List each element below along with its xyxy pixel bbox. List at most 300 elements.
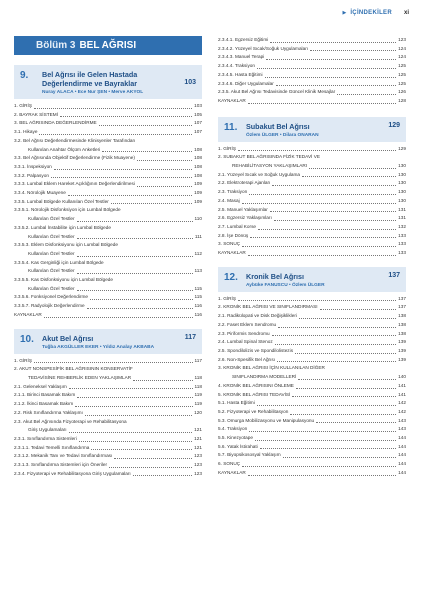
toc-entry-page: 125: [398, 80, 406, 86]
chapter-title: Akut Bel Ağrısı: [42, 333, 94, 343]
dot-leader: [90, 299, 193, 300]
toc-entry-title: 1. GİRİŞ: [14, 357, 32, 363]
toc-entry[interactable]: [14, 374, 202, 383]
toc-entry-title: 3.3. Bel Ağrısında Objektif Değerlendirme (Fizik Muayene): [14, 155, 135, 161]
toc-entry[interactable]: [14, 180, 202, 189]
toc-entry-title: 2.6. Egzersiz Yaklaşımları: [218, 215, 272, 221]
toc-entry[interactable]: [14, 128, 202, 137]
dot-leader: [238, 300, 396, 301]
dot-leader: [248, 255, 396, 256]
dot-leader: [270, 211, 396, 212]
dot-leader: [238, 150, 396, 151]
toc-entry[interactable]: [218, 45, 406, 54]
toc-entry[interactable]: [218, 249, 406, 258]
toc-entry-title: 3.3.5.1. Nörolojik Disfonksiyon için Lumbal Bölgede: [14, 207, 121, 213]
toc-entry[interactable]: [14, 470, 202, 479]
dot-leader: [69, 388, 193, 389]
toc-entry[interactable]: [14, 444, 202, 453]
dot-leader: [102, 151, 192, 152]
toc-entry-title: 2. BAYRAK SİSTEMİ: [14, 111, 58, 117]
page-header: [342, 10, 409, 16]
dot-leader: [77, 238, 193, 239]
toc-entry[interactable]: [218, 356, 406, 365]
toc-entry-page: 143: [398, 426, 406, 432]
toc-entry-page: 129: [398, 145, 406, 151]
toc-entry[interactable]: [218, 321, 406, 330]
chapter-block: [14, 65, 202, 320]
dot-leader: [85, 415, 192, 416]
toc-entry-title: 3.3.2. Palpasyon: [14, 172, 49, 178]
dot-leader: [272, 335, 397, 336]
chapter-block: [14, 329, 202, 479]
toc-entry-page: 141: [398, 382, 406, 388]
toc-entry[interactable]: [14, 163, 202, 172]
right-column: [218, 36, 406, 478]
dot-leader: [137, 160, 192, 161]
toc-entry[interactable]: [218, 171, 406, 180]
chapter-title: Kronik Bel Ağrısı: [246, 271, 305, 281]
toc-entry-title: 2.3. Akut Bel Ağrısında Fizyoterapi ve Rehabilitasyona: [14, 418, 127, 424]
toc-entry[interactable]: [14, 383, 202, 392]
toc-entry-title: 2.3.4.3. Manuel Terapi: [218, 54, 265, 60]
toc-entry-page: 103: [194, 103, 202, 108]
toc-entry-title: REHABİLİTASYON YAKLAŞIMLARI: [232, 163, 308, 169]
toc-entry[interactable]: [218, 206, 406, 215]
toc-entry-page: 116: [194, 311, 202, 317]
toc-entry[interactable]: [14, 206, 202, 215]
toc-entry[interactable]: [218, 240, 406, 249]
chapter-entries: [218, 295, 406, 478]
dot-leader: [54, 169, 192, 170]
chapter-page: 103: [184, 79, 196, 86]
dot-leader: [248, 103, 396, 104]
toc-entry[interactable]: [218, 417, 406, 426]
toc-entry[interactable]: [218, 145, 406, 154]
toc-entry-title: 3. BEL AĞRISINDA DEĞERLENDİRME: [14, 120, 97, 126]
toc-entry-title: SINIFLANDIRMA MODELLERİ: [232, 374, 297, 380]
toc-entry[interactable]: [14, 111, 202, 120]
toc-entry-page: 143: [398, 417, 406, 423]
toc-entry-title: 2.1. Geleneksel Yaklaşım: [14, 383, 67, 389]
section-banner: [14, 36, 202, 55]
toc-entry-title: Kullanılan Özel Testler: [28, 285, 75, 291]
toc-entry[interactable]: [218, 188, 406, 197]
dot-leader: [77, 256, 193, 257]
toc-entry[interactable]: [14, 137, 202, 146]
toc-entry-page: 107: [194, 120, 202, 126]
toc-entry-title: 2.5. Manuel Yaklaşımlar: [218, 206, 268, 212]
toc-entry-title: 6. SONUÇ: [218, 461, 241, 467]
dot-leader: [91, 449, 192, 450]
toc-entry-title: 5.3. Omurga Mobilizasyonu ve Manipulasyonu: [218, 417, 315, 423]
triangle-right-icon: ▶: [342, 10, 347, 16]
toc-entry[interactable]: [14, 250, 202, 259]
toc-entry[interactable]: [14, 418, 202, 427]
dot-leader: [302, 176, 396, 177]
toc-entry-title: 3.3.5.5. Kas Disfonksiyonu için Lumbal Bölgede: [14, 277, 114, 283]
toc-entry-page: 139: [398, 356, 406, 362]
dot-leader: [109, 467, 192, 468]
dot-leader: [258, 229, 396, 230]
dot-leader: [277, 361, 396, 362]
dot-leader: [87, 308, 193, 309]
toc-entry[interactable]: [14, 154, 202, 163]
chapter-page: 129: [388, 121, 400, 129]
toc-entry-page: 137: [398, 304, 406, 310]
toc-entry[interactable]: [218, 214, 406, 223]
toc-entry-title: KAYNAKLAR: [14, 311, 42, 317]
toc-entry[interactable]: [218, 312, 406, 321]
toc-entry-title: 2.2. Faset Eklem Sendromu: [218, 321, 277, 327]
dot-leader: [295, 353, 396, 354]
dot-leader: [111, 203, 192, 204]
dot-leader: [44, 317, 193, 318]
dot-leader: [75, 406, 192, 407]
toc-entry-page: 108: [194, 146, 202, 152]
toc-entry-page: 138: [398, 330, 406, 336]
toc-entry[interactable]: [218, 338, 406, 347]
toc-entry[interactable]: [14, 172, 202, 181]
toc-entry-title: 3.3.5.4. Kas Gerginliği için Lumbal Bölgede: [14, 259, 104, 265]
toc-entry-title: 3. SONUÇ: [218, 241, 241, 247]
toc-entry-title: 3.3.5.2. Lumbal İnstabilite için Lumbal Bölgede: [14, 224, 111, 230]
toc-entry-page: 142: [398, 400, 406, 406]
dot-leader: [77, 397, 192, 398]
toc-entry-page: 112: [194, 250, 202, 256]
toc-entry-page: 131: [398, 206, 406, 212]
dot-leader: [309, 168, 396, 169]
toc-entry[interactable]: [218, 223, 406, 232]
dot-leader: [270, 42, 396, 43]
toc-entry[interactable]: [218, 303, 406, 312]
toc-entry-title: 2.4. Lumbal Spinal Stenoz: [218, 339, 273, 345]
toc-entry[interactable]: [218, 197, 406, 206]
toc-entry-title: 2.3.1.3. Sınıflandırma Sistemleri için Öneriler: [14, 462, 108, 468]
toc-entry-title: 5. KRONİK BEL AĞRISI TEDAVİSİ: [218, 391, 291, 397]
dot-leader: [274, 220, 396, 221]
toc-entry-page: 144: [398, 452, 406, 458]
toc-entry-page: 123: [194, 453, 202, 459]
toc-entry-page: 124: [398, 45, 406, 51]
toc-entry-title: 2.3.1.1. Tedavi Temelli Sınıflandırma: [14, 444, 90, 450]
toc-entry[interactable]: [14, 267, 202, 276]
left-column: [14, 36, 202, 478]
toc-entry-title: 3.3.5. Lumbal Bölgede Kullanılan Özel Testler: [14, 198, 109, 204]
toc-entry-title: 2.1.2. İkinci Basamak Bakım: [14, 401, 74, 407]
toc-entry-page: 130: [398, 163, 406, 169]
toc-entry-title: 3.1. Hikaye: [14, 129, 38, 135]
toc-entry[interactable]: [14, 198, 202, 207]
dot-leader: [310, 50, 396, 51]
toc-entry[interactable]: [218, 232, 406, 241]
toc-entry[interactable]: [14, 409, 202, 418]
toc-entry-page: 117: [194, 357, 202, 363]
toc-entry-page: 118: [194, 374, 202, 380]
toc-entry-page: 115: [194, 294, 202, 300]
toc-entry-title: 3.3.4. Nörolojik Muayene: [14, 190, 66, 196]
toc-entry[interactable]: [218, 97, 406, 106]
toc-entry-page: 139: [398, 347, 406, 353]
toc-entry-title: 5.6. Yatak İstirahati: [218, 443, 258, 449]
toc-entry-title: 4. KRONİK BEL AĞRISINI ÖNLEME: [218, 382, 294, 388]
toc-entry-page: 133: [398, 250, 406, 256]
toc-entry-title: 5.2. Fizyoterapi ve Rehabilitasyon: [218, 408, 289, 414]
toc-entry-title: 2.3.4.4. Traksiyon: [218, 63, 255, 69]
toc-entry-title: 3.3.5.3. Eklem Disfonksiyonu için Lumbal Bölgede: [14, 242, 118, 248]
toc-entry-title: 2.3.5. Akut Bel Ağrısı Tedavisinde Güncel Klinik Mesajlar: [218, 89, 336, 95]
toc-entry-title: 5.1. Hasta Eğitimi: [218, 400, 255, 406]
dot-leader: [77, 273, 193, 274]
toc-entry-page: 123: [194, 470, 202, 476]
toc-entry-title: 5.5. Kinezyotape: [218, 435, 253, 441]
toc-entry-page: 130: [398, 197, 406, 203]
toc-entry[interactable]: [14, 189, 202, 198]
right-chapter-list: [218, 117, 406, 478]
toc-entry[interactable]: [14, 215, 202, 224]
toc-entry-page: 121: [194, 444, 202, 450]
toc-entry[interactable]: [14, 224, 202, 233]
dot-leader: [276, 85, 396, 86]
chapter-entries: [14, 357, 202, 479]
toc-entry-title: 3.3.5.6. Fonksiyonel Değerlendirme: [14, 294, 88, 300]
toc-entry[interactable]: [14, 391, 202, 400]
chapter-entries: [218, 145, 406, 258]
toc-entry[interactable]: [14, 146, 202, 155]
chapter-heading[interactable]: [218, 117, 406, 142]
toc-entry[interactable]: [218, 382, 406, 391]
toc-entry-title: Kullanılan Anahtar Ölçüm Anketleri: [28, 146, 101, 152]
chapter-block: [218, 267, 406, 478]
chapter-authors: Özlem ÜLGER • Dilara ONARAN: [246, 132, 319, 138]
toc-entry[interactable]: [14, 461, 202, 470]
dot-leader: [77, 290, 193, 291]
toc-entry-title: 2.2. Elektroterapi Ajanları: [218, 180, 271, 186]
chapter-number: 12.: [224, 271, 238, 283]
toc-entry[interactable]: [14, 102, 202, 111]
dot-leader: [242, 466, 396, 467]
chapter-page: 117: [184, 333, 196, 341]
toc-entry-title: Kullanılan Özel Testler: [28, 216, 75, 222]
toc-entry[interactable]: [218, 80, 406, 89]
chapter-heading[interactable]: [218, 267, 406, 292]
dot-leader: [68, 195, 192, 196]
dot-leader: [257, 68, 396, 69]
toc-entry[interactable]: [218, 153, 406, 162]
toc-entry-page: 105: [194, 111, 202, 117]
toc-entry-title: 2.1. Radikülopati ve Disk Değişiklikleri: [218, 313, 297, 319]
toc-entry-page: 144: [398, 443, 406, 449]
left-chapter-list: [14, 65, 202, 478]
toc-entry-title: 2.8. İşe Dönüş: [218, 232, 249, 238]
toc-entry[interactable]: [14, 233, 202, 242]
toc-entry-title: KAYNAKLAR: [218, 250, 246, 256]
toc-entry-page: 109: [194, 181, 202, 187]
toc-entry-page: 120: [194, 409, 202, 415]
toc-entry[interactable]: [218, 347, 406, 356]
dot-leader: [283, 457, 397, 458]
toc-entry-title: 2.4. Masaj: [218, 197, 240, 203]
toc-entry-page: 109: [194, 190, 202, 196]
toc-entry-page: 111: [194, 233, 202, 239]
toc-entry-title: Kullanılan Özel Testler: [28, 268, 75, 274]
toc-entry-page: 142: [398, 408, 406, 414]
toc-entry-page: 128: [398, 97, 406, 103]
dot-leader: [114, 458, 192, 459]
toc-entry-page: 130: [398, 189, 406, 195]
toc-entry-title: 1. GİRİŞ: [218, 145, 236, 151]
toc-entry-page: 115: [194, 285, 202, 291]
toc-entry-title: 2.2. Risk Sınıflandırma Yaklaşımı: [14, 409, 83, 415]
toc-entry-page: 124: [398, 54, 406, 60]
toc-entry[interactable]: [14, 276, 202, 285]
chapter-heading[interactable]: [14, 65, 202, 99]
toc-entry-page: 107: [194, 129, 202, 135]
toc-entry[interactable]: [14, 119, 202, 128]
toc-entry[interactable]: [218, 469, 406, 478]
toc-entry-title: KAYNAKLAR: [218, 97, 246, 103]
dot-leader: [260, 448, 396, 449]
toc-entry[interactable]: [14, 311, 202, 320]
toc-entry[interactable]: [14, 400, 202, 409]
toc-entry[interactable]: [14, 285, 202, 294]
toc-entry[interactable]: [14, 293, 202, 302]
toc-entry[interactable]: [14, 259, 202, 268]
toc-entry-page: 125: [398, 71, 406, 77]
toc-entry[interactable]: [218, 71, 406, 80]
toc-entry[interactable]: [218, 443, 406, 452]
toc-entry[interactable]: [218, 364, 406, 373]
toc-entry-page: 131: [398, 215, 406, 221]
toc-entry[interactable]: [14, 302, 202, 311]
dot-leader: [292, 396, 396, 397]
page-number: xi: [403, 10, 409, 16]
toc-entry[interactable]: [218, 330, 406, 339]
toc-entry[interactable]: [218, 399, 406, 408]
toc-entry-title: 3.3.1. İnspeksiyon: [14, 163, 52, 169]
toc-entry[interactable]: [218, 295, 406, 304]
toc-entry-title: 1. GİRİŞ: [14, 103, 32, 108]
toc-entry-title: 2.3. Piriformis Sendromu: [218, 330, 270, 336]
toc-entry-page: 138: [398, 321, 406, 327]
dot-leader: [133, 380, 192, 381]
toc-entry[interactable]: [218, 373, 406, 382]
dot-leader: [133, 475, 192, 476]
chapter-title: Subakut Bel Ağrısı: [246, 121, 310, 131]
toc-entry-page: 119: [194, 401, 202, 407]
toc-entry[interactable]: [218, 36, 406, 45]
toc-entry-page: 137: [398, 295, 406, 301]
toc-entry-title: 2.3.1.2. Mekanik Tanı ve Tedavi Sınıflandırması: [14, 453, 113, 459]
section-number: Bölüm 3: [36, 40, 76, 51]
dot-leader: [337, 94, 396, 95]
toc-entry-page: 125: [398, 63, 406, 69]
dot-leader: [298, 379, 396, 380]
toc-entry[interactable]: [218, 434, 406, 443]
dot-leader: [320, 309, 397, 310]
toc-entry-page: 121: [194, 435, 202, 441]
chapter-heading[interactable]: [14, 329, 202, 354]
dot-leader: [248, 475, 396, 476]
toc-entry-title: 2.3.4.6. Diğer Uygulamalar: [218, 80, 274, 86]
toc-entry-title: Kullanılan Özel Testler: [28, 250, 75, 256]
toc-entry-page: 139: [398, 339, 406, 345]
toc-entry[interactable]: [14, 357, 202, 366]
toc-entry-title: 2. AKUT NONSPESİFİK BEL AĞRISININ KONSERVATİF: [14, 366, 133, 372]
dot-leader: [249, 194, 396, 195]
dot-leader: [242, 203, 397, 204]
toc-entry-title: 2.3.4.2. Yüzeyel Sıcak/Soğuk Uygulamaları: [218, 45, 309, 51]
toc-entry-page: 126: [398, 89, 406, 95]
toc-entry-page: 144: [398, 435, 406, 441]
toc-entry-title: 2.1.1. Birinci Basamak Bakım: [14, 392, 76, 398]
chapter-title: Bel Ağrısı ile Gelen Hastada Değerlendirme ve Bayraklar: [42, 70, 138, 88]
toc-entry-page: 121: [194, 427, 202, 433]
toc-entry[interactable]: [14, 241, 202, 250]
toc-entry-page: 140: [398, 374, 406, 380]
toc-entry[interactable]: [218, 53, 406, 62]
toc-entry-page: 133: [398, 241, 406, 247]
continued-entries: [218, 36, 406, 106]
dot-leader: [278, 327, 396, 328]
toc-entry-title: 2.5. Spondilolizis ve Spondilolistezis: [218, 347, 294, 353]
toc-entry[interactable]: [14, 435, 202, 444]
toc-entry-title: 2.6. Non-Spesifik Bel Ağrısı: [218, 356, 276, 362]
toc-entry-title: 2. KRONİK BEL AĞRISI VE SINIFLANDIRMASI: [218, 304, 318, 310]
toc-entry-title: 2.3.4. Fizyoterapi ve Rehabilitasyona Giriş Uygulamaları: [14, 470, 131, 476]
toc-entry[interactable]: [14, 365, 202, 374]
toc-entry[interactable]: [218, 162, 406, 171]
toc-entry-title: 2. SUBAKUT BEL AĞRISINDA FİZİK TEDAVİ VE: [218, 154, 320, 160]
toc-entry-title: TEDAVİSİNE REHBERLİK EDEN YAKLAŞIMLAR: [28, 374, 132, 380]
chapter-authors: Aybüke FANUSCU • Özlem ÜLGER: [246, 282, 325, 288]
header-title: İÇİNDEKİLER: [350, 10, 392, 16]
dot-leader: [99, 125, 193, 126]
toc-entry-page: 144: [398, 469, 406, 475]
toc-entry[interactable]: [218, 408, 406, 417]
toc-entry[interactable]: [218, 179, 406, 188]
dot-leader: [242, 246, 396, 247]
toc-entry[interactable]: [14, 426, 202, 435]
dot-leader: [255, 440, 396, 441]
toc-entry[interactable]: [218, 62, 406, 71]
chapter-number: 11.: [224, 121, 238, 133]
dot-leader: [60, 116, 192, 117]
dot-leader: [316, 422, 396, 423]
toc-entry-title: 3.3.3. Lumbal Eklem Hareket Açıklığının Değerlendirilmesi: [14, 181, 135, 187]
toc-entry-title: 2.7. Lumbal Korse: [218, 223, 257, 229]
toc-entry-title: 5.4. Traksiyon: [218, 426, 248, 432]
toc-entry[interactable]: [218, 88, 406, 97]
toc-entry-page: 110: [194, 216, 202, 222]
dot-leader: [34, 108, 192, 109]
dot-leader: [51, 177, 192, 178]
dot-leader: [257, 405, 396, 406]
toc-entry[interactable]: [218, 460, 406, 469]
dot-leader: [275, 344, 396, 345]
toc-entry-page: 133: [398, 232, 406, 238]
toc-entry[interactable]: [218, 391, 406, 400]
chapter-authors: Nuray ALACA • Ece Nur ŞEN • Merve AKYOL: [42, 90, 144, 95]
toc-entry-page: 108: [194, 172, 202, 178]
toc-entry[interactable]: [218, 451, 406, 460]
dot-leader: [250, 237, 396, 238]
dot-leader: [266, 59, 396, 60]
toc-entry[interactable]: [14, 452, 202, 461]
dot-leader: [77, 221, 193, 222]
toc-entry-title: 2.3.1. Sınıflandırma Sistemleri: [14, 435, 77, 441]
toc-entry[interactable]: [218, 425, 406, 434]
toc-entry-page: 141: [398, 391, 406, 397]
